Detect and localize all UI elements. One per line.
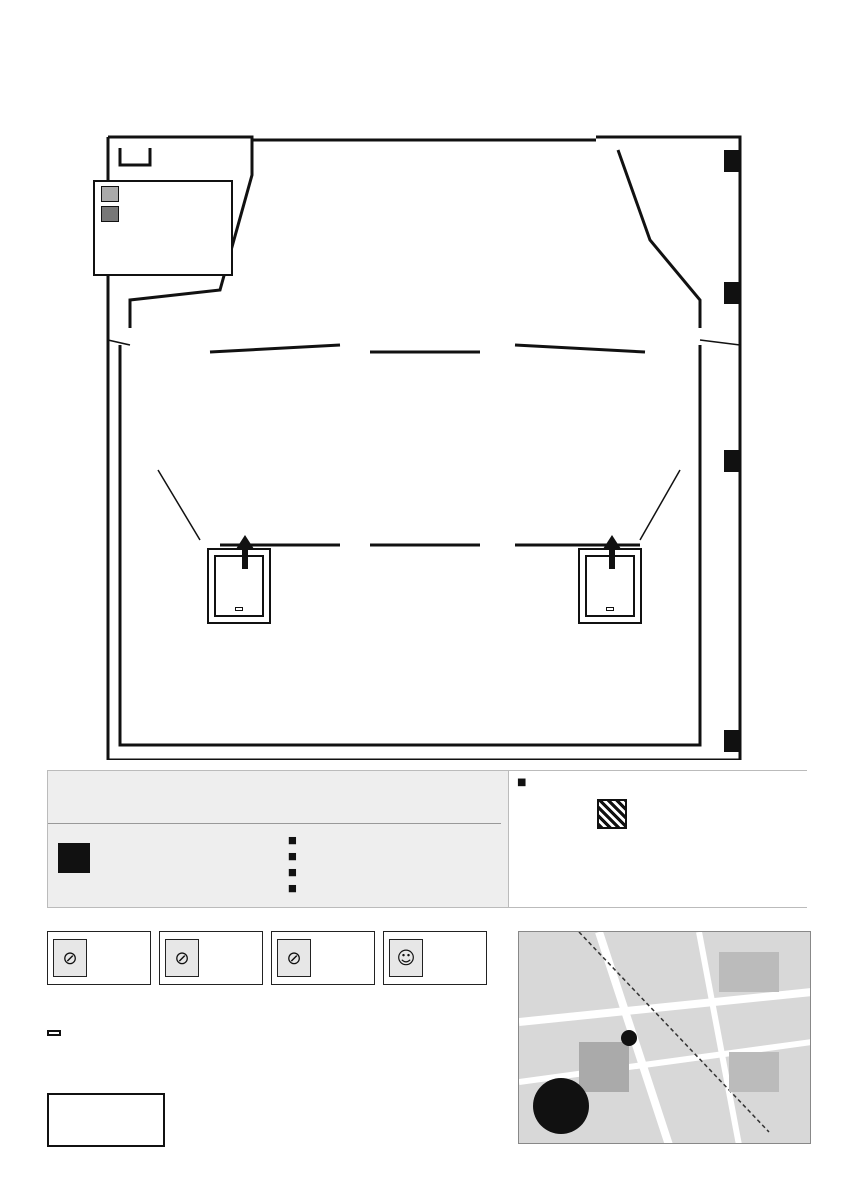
- wheel-swatch: [101, 206, 119, 222]
- divider: [48, 823, 501, 824]
- no-photo-icon: ⊘: [165, 939, 199, 977]
- arrow-up-icon: [236, 535, 254, 549]
- outlet: ■: [288, 867, 297, 878]
- rules-icons: [47, 931, 487, 985]
- rcc-head: ■: [517, 777, 527, 788]
- arrow-stem: [609, 549, 615, 569]
- pia-logo[interactable]: [58, 843, 90, 873]
- parking-icon: [621, 1030, 637, 1046]
- ticket-badge: [47, 1030, 61, 1036]
- rcc-panel: [508, 771, 807, 907]
- rule-quiet: [383, 931, 487, 985]
- entrance-right-text: [606, 607, 614, 611]
- qr-code[interactable]: [597, 799, 627, 829]
- quiet-icon: ☺: [389, 939, 423, 977]
- outlet: ■: [288, 883, 297, 894]
- assist-swatch: [101, 186, 119, 202]
- no-eating-icon: ⊘: [53, 939, 87, 977]
- rule-no-nuisance: [271, 931, 375, 985]
- entrance-left-text: [235, 607, 243, 611]
- outlet: ■: [288, 835, 297, 846]
- outlet: ■: [288, 851, 297, 862]
- arrow-stem: [242, 549, 248, 569]
- entrance-left[interactable]: [207, 548, 271, 624]
- legend: [93, 180, 233, 276]
- sales-panel: [47, 770, 807, 908]
- access-map: [518, 931, 811, 1144]
- parking-badge: [533, 1078, 589, 1134]
- no-nuisance-icon: ⊘: [277, 939, 311, 977]
- rule-no-photo: [159, 931, 263, 985]
- contact-label: [47, 1093, 165, 1147]
- outlet-list: [288, 833, 297, 897]
- arrow-up-icon: [603, 535, 621, 549]
- rule-no-eating: [47, 931, 151, 985]
